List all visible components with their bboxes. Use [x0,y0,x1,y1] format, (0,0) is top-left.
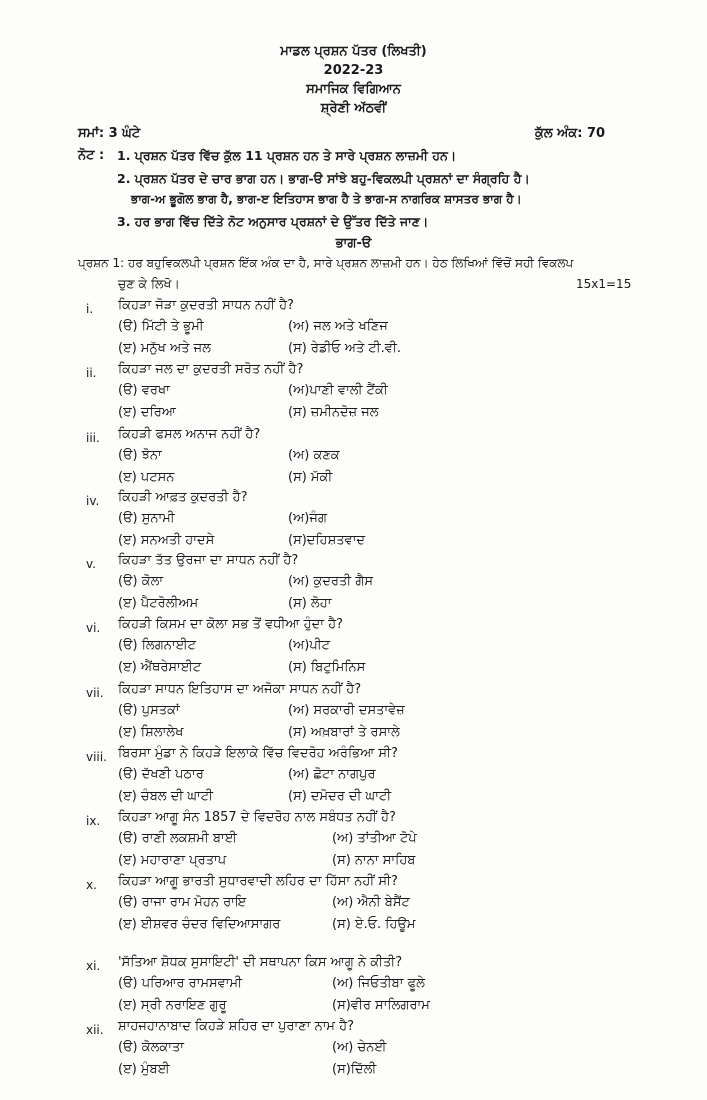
question-number: viii. [86,750,107,764]
question-text: ਕਿਹੜਾ ਆਗੂ ਸੰਨ 1857 ਦੇ ਵਿਦਰੋਹ ਨਾਲ ਸਬੰਧਤ ਨਹੀਂ ਹੈ? [118,810,396,825]
question-text: ਬਿਰਸਾ ਮੁੰਡਾ ਨੇ ਕਿਹੜੇ ਇਲਾਕੇ ਵਿੱਚ ਵਿਦਰੋਹ ਅਰੰਭਿਆ ਸੀ? [118,746,398,761]
option-c: (ੲ) ਪਟਸਨ [118,470,175,485]
question-text: ਕਿਹੜਾ ਆਗੂ ਭਾਰਤੀ ਸੁਧਾਰਵਾਦੀ ਲਹਿਰ ਦਾ ਹਿੱਸਾ ਨਹੀਂ ਸੀ? [118,874,398,889]
note-3: 3. ਹਰ ਭਾਗ ਵਿੱਚ ਦਿੱਤੇ ਨੋਟ ਅਨੁਸਾਰ ਪ੍ਰਸ਼ਨਾਂ ਦੇ ਉੱਤਰ ਦਿੱਤੇ ਜਾਣ। [117,214,429,229]
option-a: (ੳ) ਪੁਸਤਕਾਂ [118,703,180,718]
option-a: (ੳ) ਰਾਜਾ ਰਾਮ ਮੋਹਨ ਰਾਇ [118,895,247,910]
option-d: (ਸ) ਦਮੋਦਰ ਦੀ ਘਾਟੀ [288,789,392,804]
question-text: ਕਿਹੜਾ ਤੱਤ ਉਰਜਾ ਦਾ ਸਾਧਨ ਨਹੀਂ ਹੈ? [118,553,299,568]
option-a: (ੳ) ਦੱਖਣੀ ਪਠਾਰ [118,767,204,782]
option-d: (ਸ)ਵੀਰ ਸਾਲਿਗਰਾਮ [332,998,430,1013]
option-d: (ਸ) ਮੱਕੀ [288,470,333,485]
option-d: (ਸ) ਏ.ਓ. ਹਿਊਮ [332,917,416,932]
option-a: (ੳ) ਝੋਨਾ [118,448,162,463]
option-b: (ਅ) ਛੋਟਾ ਨਾਗਪੁਰ [288,767,376,782]
option-b: (ਅ) ਸਰਕਾਰੀ ਦਸਤਾਵੇਜ਼ [288,703,405,718]
question-1-instruction-continued: ਚੁਣ ਕੇ ਲਿਖੋ। [118,276,180,291]
option-b: (ਅ)ਪਾਣੀ ਵਾਲੀ ਟੈਂਕੀ [288,383,388,398]
question-text: ਸ਼ਾਹਜਹਾਨਾਬਾਦ ਕਿਹੜੇ ਸ਼ਹਿਰ ਦਾ ਪੁਰਾਣਾ ਨਾਮ ਹੈ? [118,1019,354,1034]
paper-title: ਮਾਡਲ ਪ੍ਰਸ਼ਨ ਪੱਤਰ (ਲਿਖਤੀ) [280,44,427,59]
option-a: (ੳ) ਪਰਿਆਰ ਰਾਮਸਵਾਮੀ [118,976,242,991]
question-number: vii. [86,686,104,700]
option-d: (ਸ) ਲੋਹਾ [288,596,332,611]
option-d: (ਸ) ਜ਼ਮੀਨਦੋਜ਼ ਜਲ [288,405,379,420]
option-c: (ੲ) ਈਸ਼ਵਰ ਚੰਦਰ ਵਿਦਿਆਸਾਗਰ [118,917,281,932]
option-c: (ੲ) ਪੈਟਰੋਲੀਅਮ [118,596,199,611]
option-a: (ੳ) ਲਿਗਨਾਈਟ [118,638,196,653]
question-number: x. [86,878,97,892]
paper-year: 2022-23 [323,63,384,78]
question-text: ਕਿਹੜਾ ਸਾਧਨ ਇਤਿਹਾਸ ਦਾ ਅਜੋਕਾ ਸਾਧਨ ਨਹੀਂ ਹੈ? [118,682,362,697]
question-number: iv. [86,494,100,508]
paper-class: ਸ਼੍ਰੇਣੀ ਅੱਠਵੀਂ [320,101,387,116]
option-c: (ੲ) ਸਨਅਤੀ ਹਾਦਸੇ [118,533,215,548]
option-c: (ੲ) ਸ੍ਰੀ ਨਰਾਇਣ ਗੁਰੂ [118,998,227,1013]
option-c: (ੲ) ਮਹਾਰਾਣਾ ਪ੍ਰਤਾਪ [118,853,227,868]
paper-subject: ਸਮਾਜਿਕ ਵਿਗਿਆਨ [306,82,401,97]
question-number: vi. [86,621,101,635]
option-b: (ਅ) ਚੇਨਈ [332,1040,387,1055]
option-a: (ੳ) ਵਰਖਾ [118,383,170,398]
option-a: (ੳ) ਕੋਲਕਾਤਾ [118,1040,184,1055]
option-b: (ਅ)ਪੀਟ [288,638,330,653]
option-d: (ਸ) ਅਖ਼ਬਾਰਾਂ ਤੇ ਰਸਾਲੇ [288,725,400,740]
option-c: (ੲ) ਮੁੰਬਈ [118,1062,170,1077]
question-text: ਕਿਹੜੀ ਫਸਲ ਅਨਾਜ ਨਹੀਂ ਹੈ? [118,427,261,442]
question-text: ਕਿਹੜਾ ਜਲ ਦਾ ਕੁਦਰਤੀ ਸਰੋਤ ਨਹੀਂ ਹੈ? [118,362,304,377]
option-a: (ੳ) ਸੁਨਾਮੀ [118,511,175,526]
option-a: (ੳ) ਰਾਣੀ ਲਕਸ਼ਮੀ ਬਾਈ [118,831,237,846]
note-1: 1. ਪ੍ਰਸ਼ਨ ਪੱਤਰ ਵਿੱਚ ਕੁੱਲ 11 ਪ੍ਰਸ਼ਨ ਹਨ ਤੇ ਸਾਰੇ ਪ੍ਰਸ਼ਨ ਲਾਜ਼ਮੀ ਹਨ। [117,148,457,163]
option-d: (ਸ) ਨਾਨਾ ਸਾਹਿਬ [332,853,416,868]
question-number: ix. [86,814,101,828]
option-c: (ੲ) ਐਂਥਰੇਸਾਈਟ [118,660,202,675]
option-c: (ੲ) ਸ਼ਿਲਾਲੇਖ [118,725,184,740]
option-b: (ਅ) ਜਲ ਅਤੇ ਖਣਿਜ [288,319,388,334]
option-b: (ਅ)ਜੰਗ [288,511,327,526]
option-b: (ਅ) ਐਨੀ ਬੇਸੈਂਟ [332,895,410,910]
question-1-marks: 15x1=15 [576,277,632,291]
section-heading: ਭਾਗ-ੳ [335,236,372,251]
question-text: 'ਸੱਤਿਆ ਸ਼ੋਧਕ ਸੁਸਾਇਟੀ' ਦੀ ਸਥਾਪਨਾ ਕਿਸ ਆਗੂ ਨੇ ਕੀਤੀ? [118,955,403,970]
option-c: (ੲ) ਚੰਬਲ ਦੀ ਘਾਟੀ [118,789,214,804]
option-d: (ਸ) ਬਿਟੁਮਿਨਿਸ [288,660,366,675]
question-number: xi. [86,959,101,973]
question-number: iii. [86,431,100,445]
option-d: (ਸ)ਦਹਿਸ਼ਤਵਾਦ [288,533,366,548]
option-d: (ਸ) ਰੇਡੀਓ ਅਤੇ ਟੀ.ਵੀ. [288,341,401,356]
note-2-continued: ਭਾਗ-ਅ ਭੂਗੋਲ ਭਾਗ ਹੈ, ਭਾਗ-ੲ ਇਤਿਹਾਸ ਭਾਗ ਹੈ ਤੇ ਭਾਗ-ਸ ਨਾਗਰਿਕ ਸ਼ਾਸਤਰ ਭਾਗ ਹੈ। [131,192,522,206]
question-1-instruction: ਪ੍ਰਸ਼ਨ 1: ਹਰ ਬਹੁਵਿਕਲਪੀ ਪ੍ਰਸ਼ਨ ਇੱਕ ਅੰਕ ਦਾ ਹੈ, ਸਾਰੇ ਪ੍ਰਸ਼ਨ ਲਾਜ਼ਮੀ ਹਨ। ਹੇਠ ਲਿਖਿਆਂ ਵਿੱਚੋਂ ਸਹੀ ਵਿਕਲਪ [78,256,574,270]
question-number: xii. [86,1023,104,1037]
time-allowed: ਸਮਾਂ: 3 ਘੰਟੇ [78,126,141,141]
question-text: ਕਿਹੜੀ ਕਿਸਮ ਦਾ ਕੋਲਾ ਸਭ ਤੋਂ ਵਧੀਆ ਹੁੰਦਾ ਹੈ? [118,617,343,632]
option-a: (ੳ) ਮਿੱਟੀ ਤੇ ਭੂਮੀ [118,319,204,334]
question-text: ਕਿਹੜਾ ਜੋੜਾ ਕੁਦਰਤੀ ਸਾਧਨ ਨਹੀਂ ਹੈ? [118,298,294,313]
option-c: (ੲ) ਦਰਿਆ [118,405,176,420]
option-b: (ਅ) ਕਣਕ [288,448,340,463]
note-2: 2. ਪ੍ਰਸ਼ਨ ਪੱਤਰ ਦੇ ਚਾਰ ਭਾਗ ਹਨ। ਭਾਗ-ੳ ਸਾਂਝੇ ਬਹੁ-ਵਿਕਲਪੀ ਪ੍ਰਸ਼ਨਾਂ ਦਾ ਸੰਗ੍ਰਹਿ ਹੈ। [117,171,530,186]
question-number: v. [86,557,96,571]
note-label: ਨੋਟ : [78,148,105,163]
option-c: (ੲ) ਮਨੁੱਖ ਅਤੇ ਜਲ [118,341,211,356]
total-marks: ਕੁੱਲ ਅੰਕ: 70 [535,126,606,141]
question-number: i. [86,302,94,316]
question-number: ii. [86,366,97,380]
option-b: (ਅ) ਜਿਓਤੀਬਾ ਫੂਲੇ [332,976,425,991]
question-text: ਕਿਹੜੀ ਆਫ਼ਤ ਕੁਦਰਤੀ ਹੈ? [118,490,248,505]
option-d: (ਸ)ਦਿੱਲੀ [332,1062,377,1077]
option-b: (ਅ) ਕੁਦਰਤੀ ਗੈਸ [288,574,374,589]
option-b: (ਅ) ਤਾਂਤੀਆ ਟੋਪੇ [332,831,417,846]
option-a: (ੳ) ਕੋਲਾ [118,574,164,589]
